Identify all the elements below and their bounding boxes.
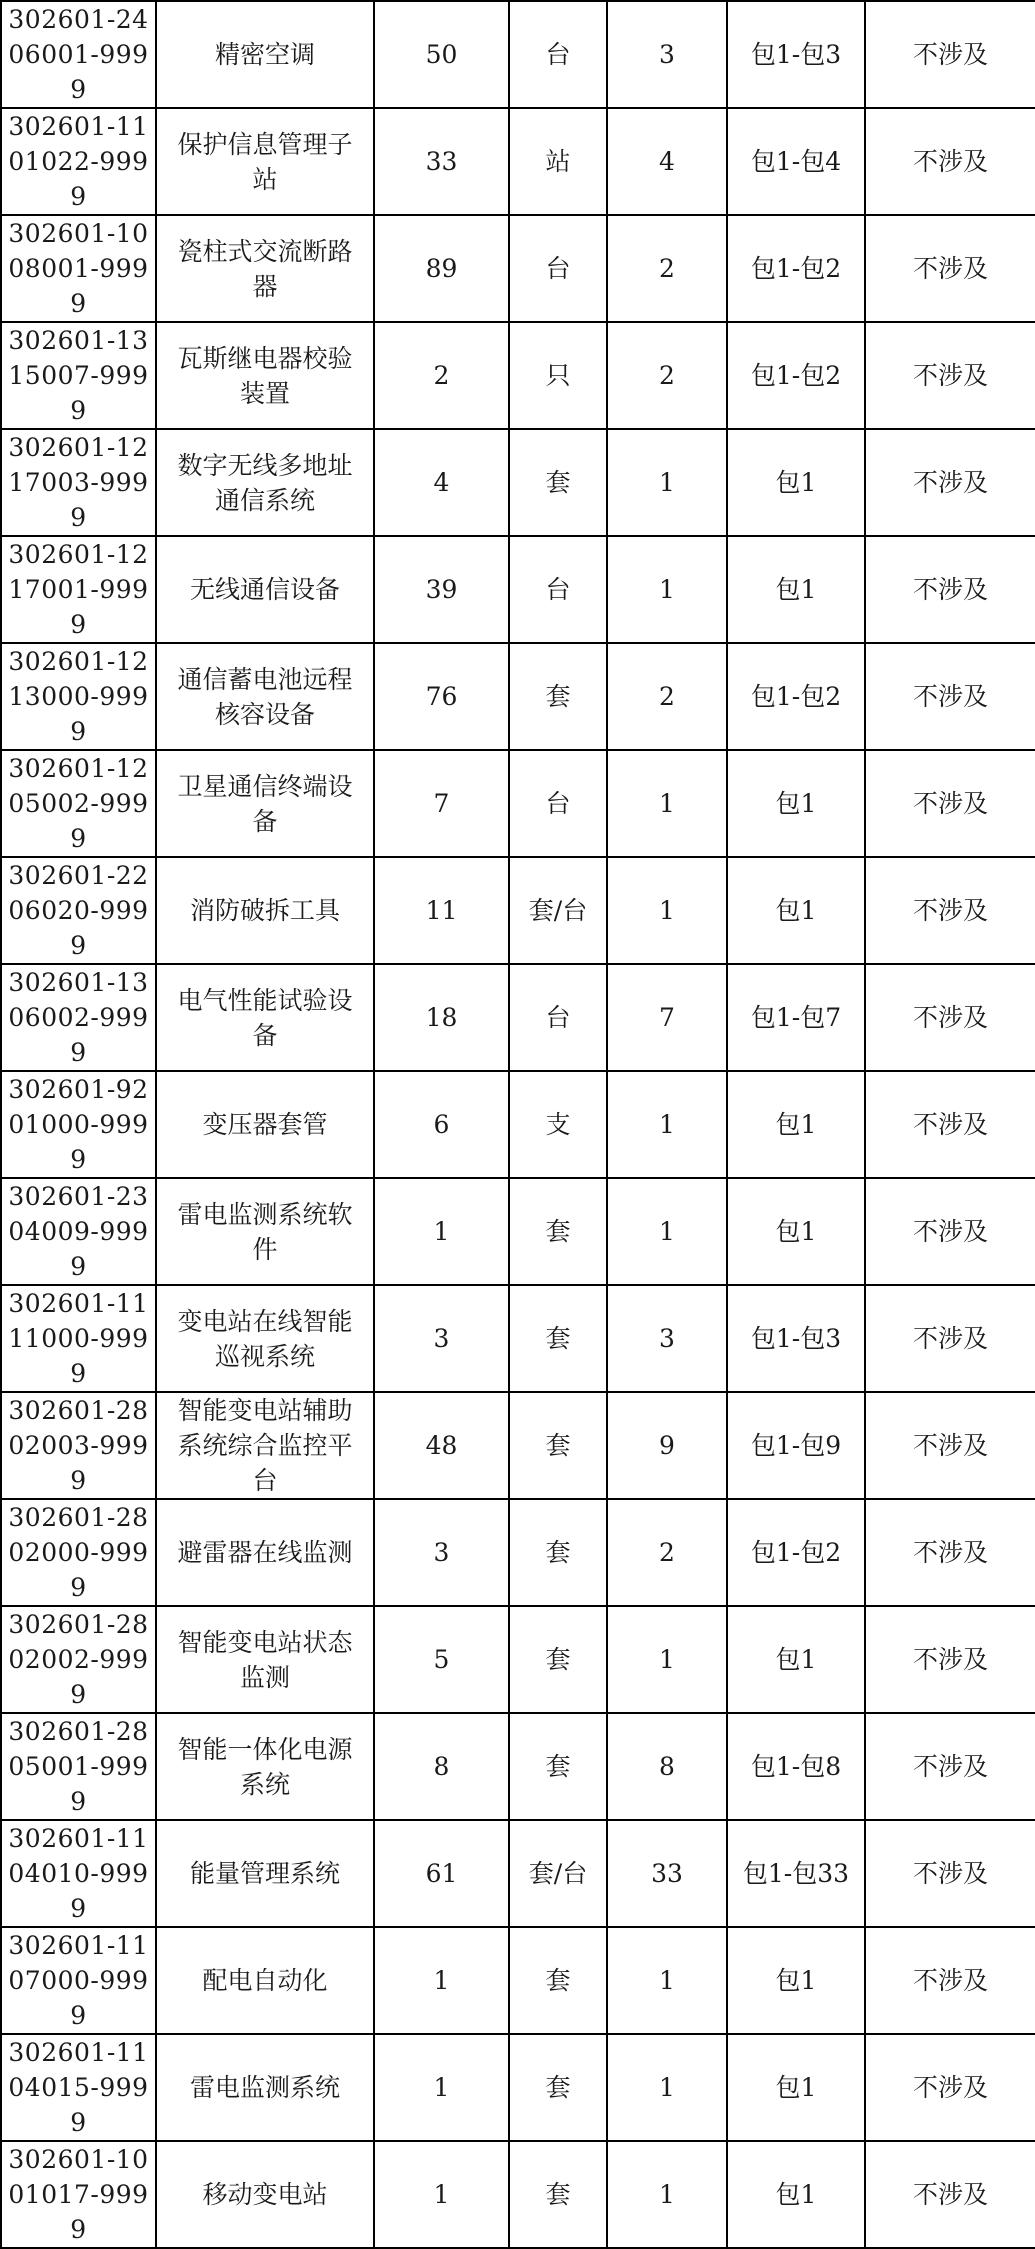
package-count-cell: 33 <box>607 1820 727 1927</box>
table-row <box>1 536 1035 643</box>
material-name-cell: 雷电监测系统软件 <box>156 1178 374 1285</box>
material-name-cell: 配电自动化 <box>156 1927 374 2034</box>
table-row <box>1 1071 1035 1178</box>
note-cell: 不涉及 <box>865 643 1035 750</box>
package-count-cell: 1 <box>607 1071 727 1178</box>
quantity-cell: 8 <box>374 1713 509 1820</box>
material-code-cell: 302601-1315007-9999 <box>1 322 156 429</box>
material-name-cell: 精密空调 <box>156 1 374 108</box>
package-range-cell: 包1-包2 <box>727 1499 865 1606</box>
package-range-cell: 包1-包2 <box>727 322 865 429</box>
material-name-cell: 瓷柱式交流断路器 <box>156 215 374 322</box>
note-cell: 不涉及 <box>865 1927 1035 2034</box>
quantity-cell: 50 <box>374 1 509 108</box>
material-name-cell: 无线通信设备 <box>156 536 374 643</box>
package-range-cell: 包1 <box>727 1178 865 1285</box>
quantity-cell: 76 <box>374 643 509 750</box>
table-row <box>1 1 1035 108</box>
quantity-cell: 48 <box>374 1392 509 1499</box>
material-code-cell: 302601-2805001-9999 <box>1 1713 156 1820</box>
package-range-cell: 包1-包7 <box>727 964 865 1071</box>
table-row <box>1 1606 1035 1713</box>
package-range-cell: 包1 <box>727 1606 865 1713</box>
package-count-cell: 1 <box>607 536 727 643</box>
material-name-cell: 电气性能试验设备 <box>156 964 374 1071</box>
package-count-cell: 2 <box>607 1499 727 1606</box>
note-cell: 不涉及 <box>865 1606 1035 1713</box>
material-name-cell: 智能变电站状态监测 <box>156 1606 374 1713</box>
unit-cell: 套 <box>509 1178 607 1285</box>
quantity-cell: 1 <box>374 2141 509 2248</box>
package-range-cell: 包1 <box>727 1927 865 2034</box>
material-code-cell: 302601-1213000-9999 <box>1 643 156 750</box>
quantity-cell: 61 <box>374 1820 509 1927</box>
material-code-cell: 302601-2802003-9999 <box>1 1392 156 1499</box>
material-code-cell: 302601-2206020-9999 <box>1 857 156 964</box>
quantity-cell: 18 <box>374 964 509 1071</box>
material-code-cell: 302601-1104010-9999 <box>1 1820 156 1927</box>
package-count-cell: 4 <box>607 108 727 215</box>
material-code-cell: 302601-1111000-9999 <box>1 1285 156 1392</box>
material-code-cell: 302601-1008001-9999 <box>1 215 156 322</box>
package-count-cell: 2 <box>607 322 727 429</box>
note-cell: 不涉及 <box>865 1499 1035 1606</box>
package-range-cell: 包1 <box>727 2141 865 2248</box>
package-range-cell: 包1-包2 <box>727 215 865 322</box>
note-cell: 不涉及 <box>865 964 1035 1071</box>
note-cell: 不涉及 <box>865 215 1035 322</box>
quantity-cell: 39 <box>374 536 509 643</box>
package-count-cell: 1 <box>607 750 727 857</box>
note-cell: 不涉及 <box>865 2141 1035 2248</box>
note-cell: 不涉及 <box>865 108 1035 215</box>
note-cell: 不涉及 <box>865 857 1035 964</box>
material-code-cell: 302601-2406001-9999 <box>1 1 156 108</box>
material-name-cell: 通信蓄电池远程核容设备 <box>156 643 374 750</box>
table-row <box>1 1178 1035 1285</box>
package-range-cell: 包1 <box>727 536 865 643</box>
package-range-cell: 包1-包4 <box>727 108 865 215</box>
note-cell: 不涉及 <box>865 750 1035 857</box>
unit-cell: 套 <box>509 1927 607 2034</box>
table-row <box>1 2141 1035 2248</box>
note-cell: 不涉及 <box>865 429 1035 536</box>
package-count-cell: 3 <box>607 1285 727 1392</box>
package-range-cell: 包1-包3 <box>727 1 865 108</box>
table-row <box>1 857 1035 964</box>
table-row <box>1 322 1035 429</box>
package-count-cell: 3 <box>607 1 727 108</box>
package-count-cell: 1 <box>607 429 727 536</box>
package-count-cell: 1 <box>607 1178 727 1285</box>
note-cell: 不涉及 <box>865 1285 1035 1392</box>
material-name-cell: 卫星通信终端设备 <box>156 750 374 857</box>
package-count-cell: 1 <box>607 1606 727 1713</box>
material-name-cell: 消防破拆工具 <box>156 857 374 964</box>
package-range-cell: 包1 <box>727 1071 865 1178</box>
note-cell: 不涉及 <box>865 322 1035 429</box>
note-cell: 不涉及 <box>865 1713 1035 1820</box>
note-cell: 不涉及 <box>865 2034 1035 2141</box>
material-name-cell: 变电站在线智能巡视系统 <box>156 1285 374 1392</box>
unit-cell: 套 <box>509 2141 607 2248</box>
material-code-cell: 302601-2304009-9999 <box>1 1178 156 1285</box>
material-code-cell: 302601-1104015-9999 <box>1 2034 156 2141</box>
table-row <box>1 1392 1035 1499</box>
unit-cell: 套 <box>509 1499 607 1606</box>
unit-cell: 套/台 <box>509 1820 607 1927</box>
note-cell: 不涉及 <box>865 1392 1035 1499</box>
quantity-cell: 5 <box>374 1606 509 1713</box>
package-range-cell: 包1-包9 <box>727 1392 865 1499</box>
table-row <box>1 108 1035 215</box>
table-row <box>1 1285 1035 1392</box>
package-range-cell: 包1 <box>727 429 865 536</box>
table-body <box>1 1 1035 2248</box>
table-row <box>1 2034 1035 2141</box>
material-name-cell: 避雷器在线监测 <box>156 1499 374 1606</box>
package-range-cell: 包1 <box>727 2034 865 2141</box>
note-cell: 不涉及 <box>865 1178 1035 1285</box>
unit-cell: 套 <box>509 1606 607 1713</box>
material-code-cell: 302601-2802002-9999 <box>1 1606 156 1713</box>
material-name-cell: 智能变电站辅助系统综合监控平台 <box>156 1392 374 1499</box>
note-cell: 不涉及 <box>865 1071 1035 1178</box>
unit-cell: 只 <box>509 322 607 429</box>
material-code-cell: 302601-1217001-9999 <box>1 536 156 643</box>
note-cell: 不涉及 <box>865 1820 1035 1927</box>
package-range-cell: 包1-包2 <box>727 643 865 750</box>
material-name-cell: 数字无线多地址通信系统 <box>156 429 374 536</box>
table-row <box>1 1927 1035 2034</box>
package-range-cell: 包1-包8 <box>727 1713 865 1820</box>
package-range-cell: 包1-包33 <box>727 1820 865 1927</box>
quantity-cell: 89 <box>374 215 509 322</box>
table-row <box>1 643 1035 750</box>
material-name-cell: 能量管理系统 <box>156 1820 374 1927</box>
table-row <box>1 1820 1035 1927</box>
package-count-cell: 7 <box>607 964 727 1071</box>
material-code-cell: 302601-1101022-9999 <box>1 108 156 215</box>
unit-cell: 套 <box>509 1713 607 1820</box>
unit-cell: 台 <box>509 750 607 857</box>
quantity-cell: 4 <box>374 429 509 536</box>
package-count-cell: 1 <box>607 1927 727 2034</box>
material-code-cell: 302601-1107000-9999 <box>1 1927 156 2034</box>
material-name-cell: 智能一体化电源系统 <box>156 1713 374 1820</box>
package-range-cell: 包1-包3 <box>727 1285 865 1392</box>
quantity-cell: 7 <box>374 750 509 857</box>
material-code-cell: 302601-1306002-9999 <box>1 964 156 1071</box>
unit-cell: 套 <box>509 643 607 750</box>
unit-cell: 台 <box>509 215 607 322</box>
material-code-cell: 302601-2802000-9999 <box>1 1499 156 1606</box>
package-count-cell: 2 <box>607 643 727 750</box>
material-code-cell: 302601-1001017-9999 <box>1 2141 156 2248</box>
unit-cell: 套 <box>509 1285 607 1392</box>
quantity-cell: 3 <box>374 1285 509 1392</box>
unit-cell: 套/台 <box>509 857 607 964</box>
quantity-cell: 11 <box>374 857 509 964</box>
material-code-cell: 302601-1217003-9999 <box>1 429 156 536</box>
package-range-cell: 包1 <box>727 750 865 857</box>
unit-cell: 套 <box>509 1392 607 1499</box>
package-count-cell: 2 <box>607 215 727 322</box>
unit-cell: 套 <box>509 2034 607 2141</box>
material-code-cell: 302601-1205002-9999 <box>1 750 156 857</box>
package-count-cell: 1 <box>607 2034 727 2141</box>
unit-cell: 站 <box>509 108 607 215</box>
table-row <box>1 1713 1035 1820</box>
package-count-cell: 8 <box>607 1713 727 1820</box>
quantity-cell: 3 <box>374 1499 509 1606</box>
quantity-cell: 1 <box>374 2034 509 2141</box>
note-cell: 不涉及 <box>865 536 1035 643</box>
package-count-cell: 1 <box>607 2141 727 2248</box>
material-name-cell: 保护信息管理子站 <box>156 108 374 215</box>
quantity-cell: 6 <box>374 1071 509 1178</box>
material-code-cell: 302601-9201000-9999 <box>1 1071 156 1178</box>
quantity-cell: 33 <box>374 108 509 215</box>
package-range-cell: 包1 <box>727 857 865 964</box>
table-row <box>1 964 1035 1071</box>
table-row <box>1 215 1035 322</box>
note-cell: 不涉及 <box>865 1 1035 108</box>
table-row <box>1 750 1035 857</box>
table-row <box>1 1499 1035 1606</box>
quantity-cell: 2 <box>374 322 509 429</box>
unit-cell: 套 <box>509 429 607 536</box>
unit-cell: 支 <box>509 1071 607 1178</box>
quantity-cell: 1 <box>374 1927 509 2034</box>
unit-cell: 台 <box>509 536 607 643</box>
package-count-cell: 1 <box>607 857 727 964</box>
quantity-cell: 1 <box>374 1178 509 1285</box>
package-count-cell: 9 <box>607 1392 727 1499</box>
unit-cell: 台 <box>509 1 607 108</box>
material-name-cell: 雷电监测系统 <box>156 2034 374 2141</box>
table-row <box>1 429 1035 536</box>
material-name-cell: 变压器套管 <box>156 1071 374 1178</box>
material-name-cell: 移动变电站 <box>156 2141 374 2248</box>
material-name-cell: 瓦斯继电器校验装置 <box>156 322 374 429</box>
unit-cell: 台 <box>509 964 607 1071</box>
